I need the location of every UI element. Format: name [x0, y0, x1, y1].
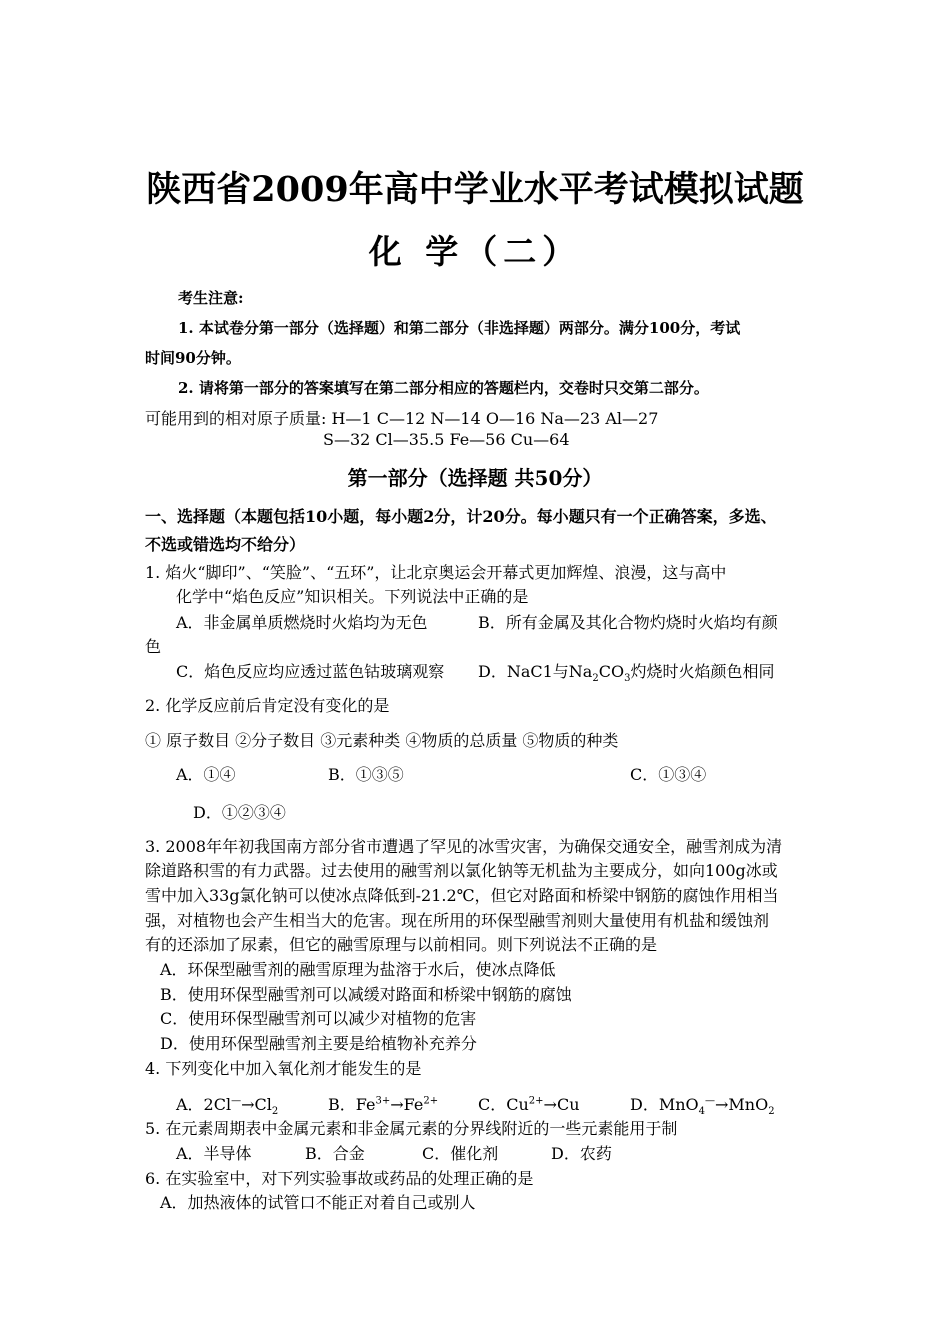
question-2-option-a: A．①④ [176, 765, 236, 784]
notice-item-2: 2. 请将第一部分的答案填写在第二部分相应的答题栏内，交卷时只交第二部分。 [178, 379, 709, 397]
section1-heading-cont: 不选或错选均不给分） [145, 535, 306, 554]
question-4-option-d: D．MnO$_4$—→MnO$_2$ [630, 1095, 775, 1118]
notice-item-1: 1. 本试卷分第一部分（选择题）和第二部分（非选择题）两部分。满分100分，考试 [178, 319, 741, 337]
question-4-option-a: A．$2Cl^—\to Cl_2$ [176, 1095, 279, 1118]
question-4-option-b: B．$Fe^{3+}\to Fe^{2+}$ [328, 1095, 439, 1114]
question-2-option-c: C．①③④ [630, 765, 707, 784]
question-5-option-b: B．合金 [305, 1144, 365, 1163]
question-2-option-d: D．①②③④ [193, 803, 286, 822]
exam-subtitle: 化 学（二） [368, 232, 582, 271]
part1-title: 第一部分（选择题 共50分） [347, 466, 603, 490]
question-4-option-c: C．$Cu^{2+}\to Cu$ [478, 1095, 580, 1114]
question-3-stem-line-5: 有的还添加了尿素，但它的融雪原理与以前相同。则下列说法不正确的是 [145, 935, 658, 954]
question-4-stem: 4. 下列变化中加入氧化剂才能发生的是 [145, 1059, 422, 1078]
question-2-stem: 2. 化学反应前后肯定没有变化的是 [145, 696, 390, 715]
notice-item-1-cont: 时间90分钟。 [145, 349, 241, 367]
question-3-option-b: B．使用环保型融雪剂可以减缓对路面和桥梁中钢筋的腐蚀 [160, 985, 572, 1004]
section1-heading: 一、选择题（本题包括10小题，每小题2分，计20分。每小题只有一个正确答案，多选、 [145, 507, 777, 526]
question-1-option-d: D．NaC1与$Na_2CO_3$灼烧时火焰颜色相同 [478, 662, 775, 685]
question-3-stem-line-3: 雪中加入33g氯化钠可以使冰点降低到-21.2℃，但它对路面和桥梁中钢筋的腐蚀作用相当 [145, 886, 779, 905]
atomic-mass-line-1: 可能用到的相对原子质量: H—1 C—12 N—14 O—16 Na—23 Al—27 [145, 409, 659, 428]
question-2-items: ① 原子数目 ②分子数目 ③元素种类 ④物质的总质量 ⑤物质的种类 [145, 731, 619, 750]
question-5-option-c: C．催化剂 [422, 1144, 499, 1163]
question-1-option-b-cont: 色 [145, 637, 162, 656]
question-3-option-d: D．使用环保型融雪剂主要是给植物补充养分 [160, 1034, 477, 1053]
atomic-mass-line-2: S—32 Cl—35.5 Fe—56 Cu—64 [323, 430, 570, 449]
question-5-option-d: D．农药 [551, 1144, 612, 1163]
question-2-option-b: B．①③⑤ [328, 765, 404, 784]
question-6-stem: 6. 在实验室中，对下列实验事故或药品的处理正确的是 [145, 1169, 534, 1188]
question-3-option-a: A．环保型融雪剂的融雪原理为盐溶于水后，使冰点降低 [160, 960, 556, 979]
question-1-option-b: B．所有金属及其化合物灼烧时火焰均有颜 [478, 613, 778, 632]
question-1-stem: 1. 焰火“脚印”、“笑脸”、“五环”，让北京奥运会开幕式更加辉煌、浪漫，这与高中 [145, 563, 727, 582]
question-1-option-c: C．焰色反应均应透过蓝色钴玻璃观察 [176, 662, 445, 681]
question-3-stem: 3. 2008年年初我国南方部分省市遭遇了罕见的冰雪灾害，为确保交通安全，融雪剂成为清 [145, 837, 783, 856]
question-6-option-a: A．加热液体的试管口不能正对着自己或别人 [160, 1193, 476, 1212]
question-1-stem-cont: 化学中“焰色反应”知识相关。下列说法中正确的是 [176, 587, 529, 606]
question-1-option-a: A．非金属单质燃烧时火焰均为无色 [176, 613, 428, 632]
question-3-stem-line-4: 强，对植物也会产生相当大的危害。现在所用的环保型融雪剂则大量使用有机盐和缓蚀剂 [145, 911, 770, 930]
exam-title: 陕西省2009年高中学业水平考试模拟试题 [146, 169, 804, 210]
notice-heading: 考生注意: [178, 289, 244, 307]
question-3-option-c: C．使用环保型融雪剂可以减少对植物的危害 [160, 1009, 477, 1028]
question-3-stem-line-2: 除道路积雪的有力武器。过去使用的融雪剂以氯化钠等无机盐为主要成分，如向100g冰或 [145, 861, 778, 880]
question-5-stem: 5. 在元素周期表中金属元素和非金属元素的分界线附近的一些元素能用于制 [145, 1119, 678, 1138]
question-5-option-a: A．半导体 [176, 1144, 252, 1163]
